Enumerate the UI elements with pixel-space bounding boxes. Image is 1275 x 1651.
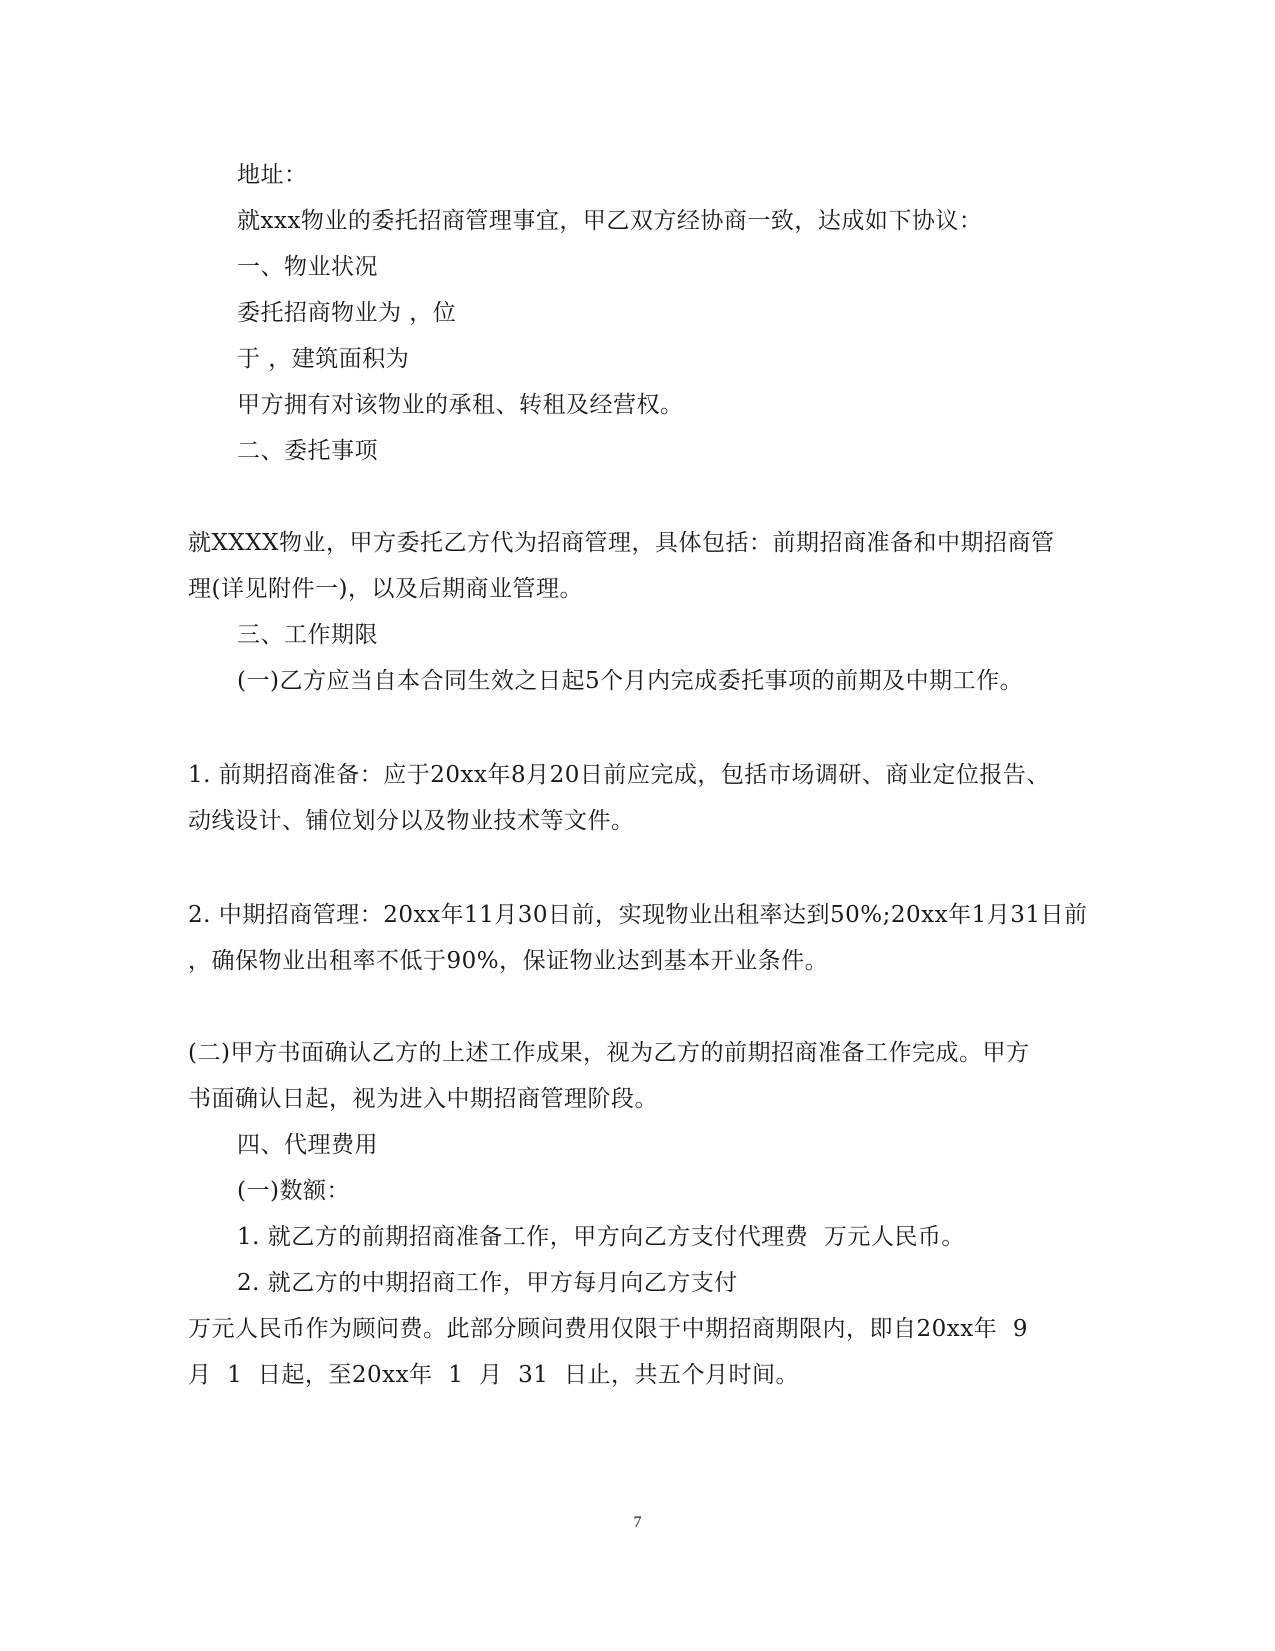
item-1-line2: 动线设计、铺位划分以及物业技术等文件。 — [188, 808, 635, 834]
term-clause-2-line2: 书面确认日起，视为进入中期招商管理阶段。 — [188, 1086, 658, 1112]
entrust-paragraph-line2: 理(详见附件一)，以及后期商业管理。 — [188, 576, 583, 602]
item-2-line1: 2. 中期招商管理：20xx年11月30日前，实现物业出租率达到50%;20xx年1月31日前 — [188, 902, 1088, 928]
property-line: 委托招商物业为 ，位 — [237, 300, 457, 326]
term-clause-1: (一)乙方应当自本合同生效之日起5个月内完成委托事项的前期及中期工作。 — [237, 668, 1024, 694]
rights-line: 甲方拥有对该物业的承租、转租及经营权。 — [237, 392, 684, 418]
section-heading-3: 三、工作期限 — [237, 622, 378, 648]
page-number: 7 — [633, 1514, 642, 1531]
item-2-line2: ，确保物业出租率不低于90%，保证物业达到基本开业条件。 — [188, 948, 829, 974]
address-line: 地址： — [237, 162, 308, 188]
section-heading-1: 一、物业状况 — [237, 254, 378, 280]
location-line: 于 ，建筑面积为 — [237, 346, 410, 372]
section-heading-4: 四、代理费用 — [237, 1132, 378, 1158]
fee-item-2-line1: 2. 就乙方的中期招商工作，甲方每月向乙方支付 — [237, 1270, 738, 1296]
fee-amount-heading: (一)数额： — [237, 1178, 350, 1204]
term-clause-2-line1: (二)甲方书面确认乙方的上述工作成果，视为乙方的前期招商准备工作完成。甲方 — [188, 1040, 1030, 1066]
item-1-line1: 1. 前期招商准备：应于20xx年8月20日前应完成，包括市场调研、商业定位报告、 — [188, 762, 1050, 788]
fee-item-1: 1. 就乙方的前期招商准备工作，甲方向乙方支付代理费 万元人民币。 — [237, 1224, 965, 1250]
section-heading-2: 二、委托事项 — [237, 438, 378, 464]
fee-item-2-line2: 万元人民币作为顾问费。此部分顾问费用仅限于中期招商期限内，即自20xx年 9 — [188, 1316, 1028, 1342]
intro-paragraph: 就xxx物业的委托招商管理事宜，甲乙双方经协商一致，达成如下协议： — [237, 208, 983, 234]
entrust-paragraph-line1: 就XXXX物业，甲方委托乙方代为招商管理，具体包括：前期招商准备和中期招商管 — [188, 530, 1055, 556]
fee-item-2-line3: 月 1 日起，至20xx年 1 月 31 日止，共五个月时间。 — [188, 1362, 799, 1388]
